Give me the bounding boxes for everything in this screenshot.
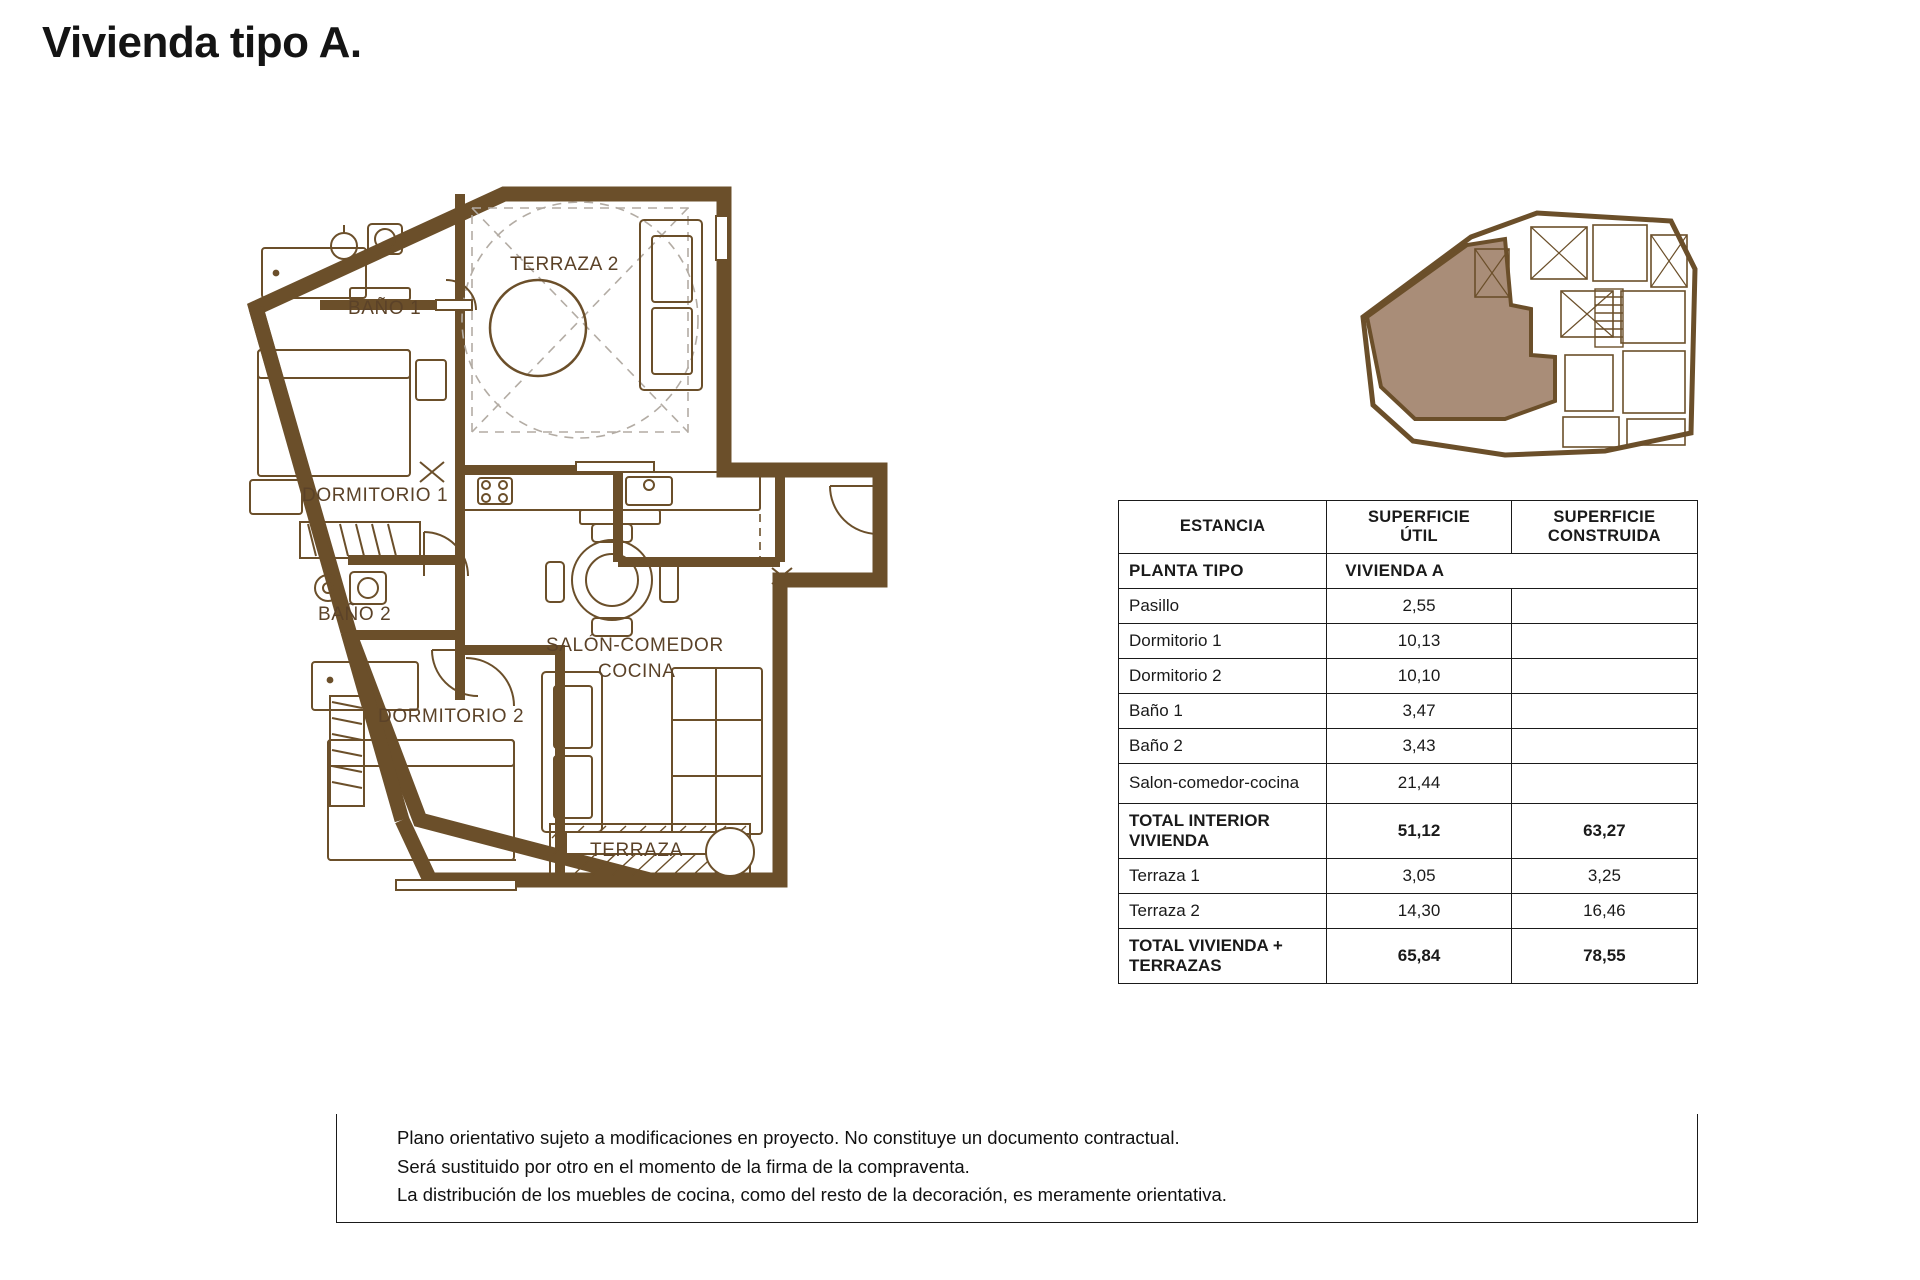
cell-construida: 16,46	[1511, 893, 1697, 928]
cell-construida: 78,55	[1511, 928, 1697, 983]
cell-planta-tipo: PLANTA TIPO	[1119, 553, 1327, 588]
table-row	[1119, 588, 1698, 623]
header-superficie-util-line1: SUPERFICIE	[1367, 508, 1471, 526]
room-label-bano-2: BAÑO 2	[318, 604, 392, 625]
header-superficie-construida-line1: SUPERFICIE	[1553, 508, 1656, 526]
key-plan-svg	[1355, 205, 1705, 475]
cell-construida	[1511, 623, 1697, 658]
cell-util: 51,12	[1327, 803, 1511, 858]
table-row	[1119, 858, 1698, 893]
table-row	[1119, 658, 1698, 693]
cell-room-name: Terraza 2	[1119, 893, 1327, 928]
room-label-salon-comedor: SALÓN-COMEDOR	[546, 635, 724, 656]
cell-construida	[1511, 658, 1697, 693]
key-plan	[1355, 205, 1705, 475]
disclaimer-note	[336, 1114, 1698, 1223]
cell-room-name: Dormitorio 2	[1119, 658, 1327, 693]
cell-construida: 3,25	[1511, 858, 1697, 893]
areas-table	[1118, 500, 1698, 984]
cell-room-name: Baño 2	[1119, 728, 1327, 763]
header-superficie-util	[1327, 501, 1511, 554]
table-row	[1119, 693, 1698, 728]
cell-util: 14,30	[1327, 893, 1511, 928]
header-superficie-construida	[1511, 501, 1697, 554]
cell-room-name: Salon-comedor-cocina	[1119, 763, 1327, 803]
cell-util: 65,84	[1327, 928, 1511, 983]
cell-util: 3,47	[1327, 693, 1511, 728]
cell-room-name: Terraza 1	[1119, 858, 1327, 893]
cell-room-name: Baño 1	[1119, 693, 1327, 728]
dining-set	[546, 524, 678, 636]
cell-construida	[1511, 588, 1697, 623]
cell-room-name: Pasillo	[1119, 588, 1327, 623]
cell-util: 3,43	[1327, 728, 1511, 763]
disclaimer-line-1: Plano orientativo sujeto a modificaciones en proyecto. No constituye un documento contractual.	[397, 1127, 1180, 1148]
cell-construida	[1511, 728, 1697, 763]
table-row	[1119, 728, 1698, 763]
cell-construida: 63,27	[1511, 803, 1697, 858]
table-row	[1119, 623, 1698, 658]
cell-construida	[1511, 763, 1697, 803]
header-superficie-construida-line2: CONSTRUIDA	[1547, 526, 1661, 545]
table-header-row	[1119, 501, 1698, 554]
cell-room-name: Dormitorio 1	[1119, 623, 1327, 658]
table-row	[1119, 893, 1698, 928]
disclaimer-line-2: Será sustituido por otro en el momento de la firma de la compraventa.	[397, 1155, 970, 1177]
room-label-dormitorio-1: DORMITORIO 1	[302, 485, 449, 506]
wall-left-oblique	[256, 308, 348, 632]
room-label-dormitorio-2: DORMITORIO 2	[378, 706, 525, 727]
header-estancia: ESTANCIA	[1119, 501, 1327, 554]
page-title: Vivienda tipo A.	[42, 18, 362, 67]
room-label-cocina: COCINA	[598, 661, 676, 682]
cell-util: 21,44	[1327, 763, 1511, 803]
cell-util: 10,13	[1327, 623, 1511, 658]
cell-util: 2,55	[1327, 588, 1511, 623]
disclaimer-line-3: La distribución de los muebles de cocina, como del resto de la decoración, es meramente orientativa.	[397, 1184, 1227, 1206]
terraza2-guides	[462, 202, 698, 438]
cell-room-name: TOTAL INTERIOR VIVIENDA	[1119, 803, 1327, 858]
living-sofa	[542, 668, 762, 834]
dormitorio2-wardrobe	[330, 696, 364, 806]
table-row-planta-tipo	[1119, 553, 1698, 588]
room-label-bano-1: BAÑO 1	[348, 298, 422, 319]
floorplan-drawing	[220, 180, 1120, 940]
cell-construida	[1511, 693, 1697, 728]
kitchen-counter	[460, 472, 760, 524]
cell-util: 10,10	[1327, 658, 1511, 693]
room-label-terraza-1: TERRAZA	[590, 840, 683, 861]
cell-room-name: TOTAL VIVIENDA + TERRAZAS	[1119, 928, 1327, 983]
wall-pasillo	[460, 470, 618, 562]
table-row-total-vivienda-terrazas	[1119, 928, 1698, 983]
room-label-terraza-2: TERRAZA 2	[510, 254, 619, 275]
table-row	[1119, 763, 1698, 803]
floorplan-svg	[220, 180, 1120, 940]
header-superficie-util-line2: ÚTIL	[1400, 526, 1438, 545]
table-row-total-interior	[1119, 803, 1698, 858]
areas-table-head	[1119, 501, 1698, 554]
cell-vivienda-a: VIVIENDA A	[1327, 553, 1698, 588]
cell-util: 3,05	[1327, 858, 1511, 893]
areas-table-body	[1119, 553, 1698, 983]
